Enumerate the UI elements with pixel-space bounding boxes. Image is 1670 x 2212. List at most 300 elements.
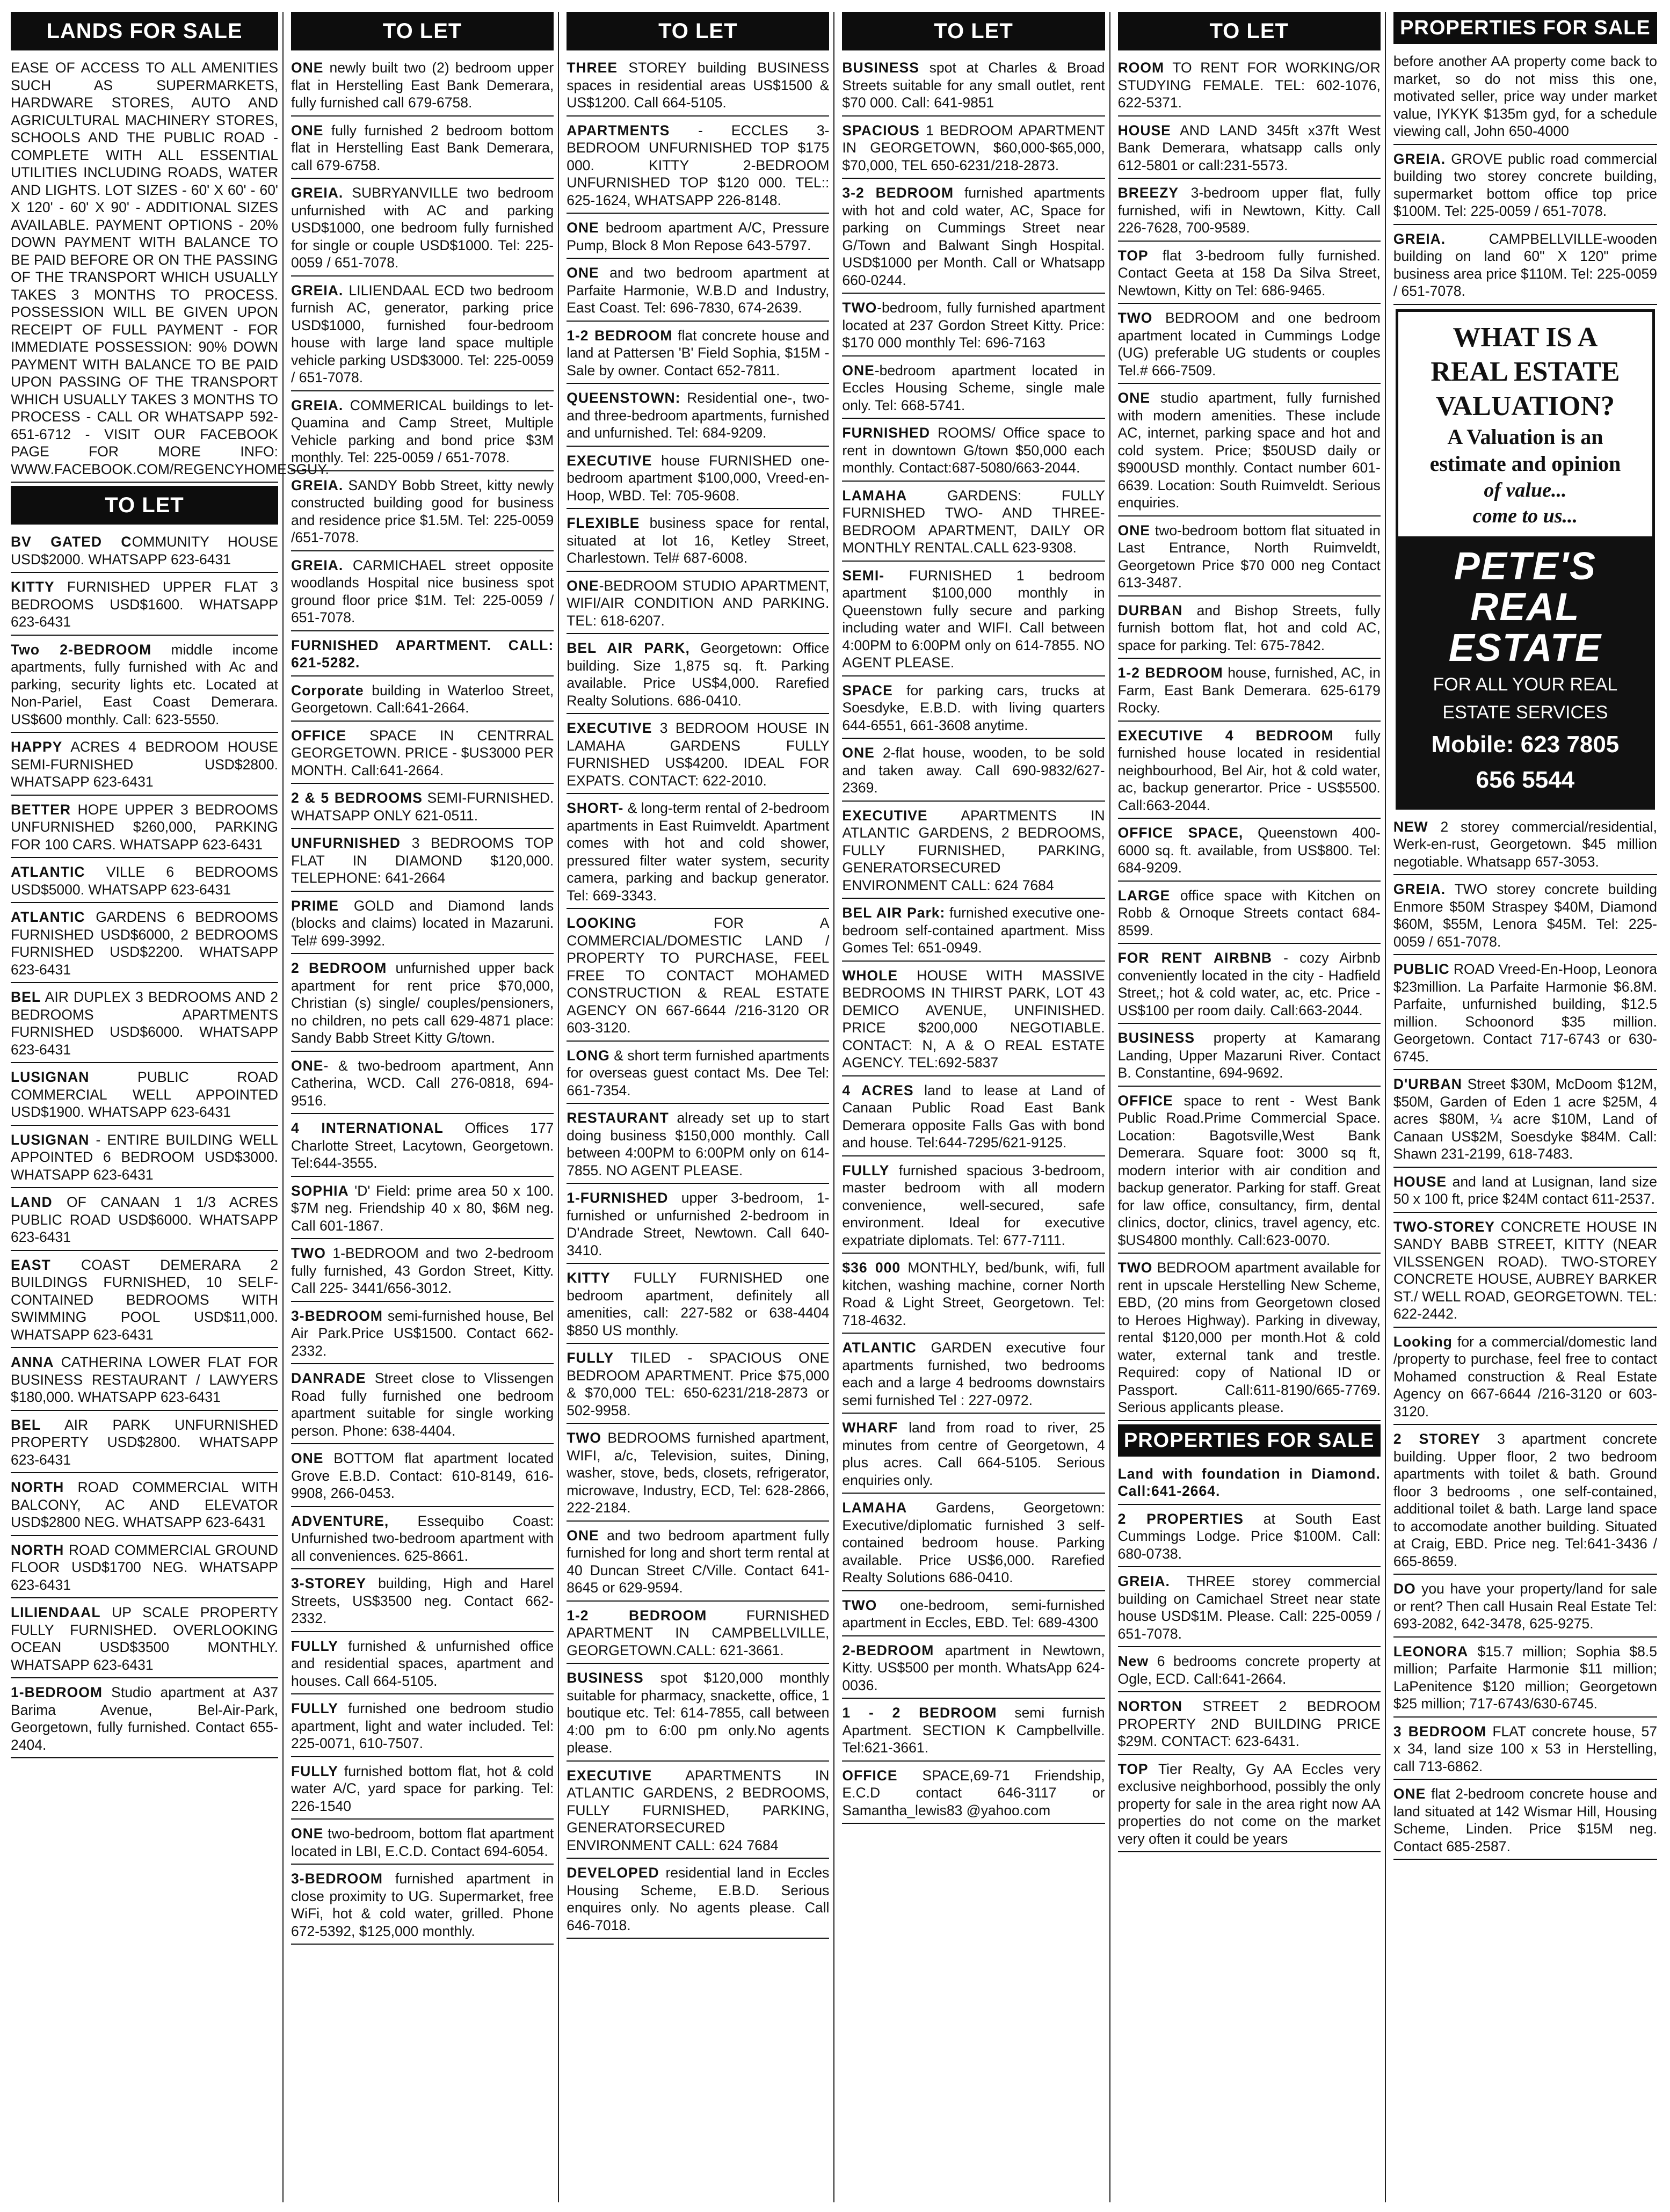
- classified-ad: [1393, 50, 1657, 145]
- classified-ad: [1118, 245, 1381, 304]
- classified-ad: [567, 797, 829, 909]
- classified-ad: [1118, 947, 1381, 1024]
- ad-body: FOR A COMMERCIAL/DOMESTIC LAND / PROPERTY TO PURCHASE, FEEL FREE TO CONTACT MOHAMED CONSTRUCTION & REAL ESTATE AGENCY ON 667-6644 /216-3120 OR 603-3120.: [567, 915, 830, 1036]
- classified-ad: [291, 1823, 554, 1865]
- ad-body: & short term furnished apartments for overseas guest contact Ms. Dee Tel: 661-7354.: [567, 1047, 830, 1098]
- ad-body: Queenstown 400-6000 sq. ft. available, from US$800. Tel: 684-9209.: [1117, 825, 1381, 876]
- ad-lead: OFFICE: [842, 1767, 898, 1784]
- classified-ad: [567, 450, 829, 510]
- ad-body: furnished apartment in close proximity to UG. Supermarket, free WiFi, hot & cold water, grilled. Phone 672-5392, $125,000 monthly.: [291, 1871, 554, 1939]
- classified-ad: [291, 1635, 554, 1695]
- section-header: PROPERTIES FOR SALE: [1118, 1424, 1381, 1457]
- classified-ad: [291, 1117, 554, 1177]
- ad-lead: DEVELOPED: [567, 1865, 659, 1881]
- classified-ad: [842, 902, 1105, 962]
- ad-lead: ONE: [291, 1450, 324, 1466]
- ad-lead: ONE: [567, 1527, 599, 1544]
- ad-lead: $36 000: [842, 1260, 901, 1276]
- ad-body: -BEDROOM STUDIO APARTMENT, WIFI/AIR CONDITION AND PARKING. TEL: 618-6207.: [567, 577, 830, 629]
- ad-body: upper 3-bedroom, 1-furnished or unfurnished 2-bedroom in D'Andrade Street, Newtown. Call 640-3410.: [567, 1190, 830, 1258]
- classified-ad: [567, 387, 829, 447]
- ad-lead: KITTY: [11, 579, 55, 595]
- classified-ad: [11, 531, 278, 573]
- classified-ad: [291, 57, 554, 117]
- ad-lead: LUSIGNAN: [11, 1069, 90, 1085]
- ad-body: fully furnished 2 bedroom bottom flat in Herstelling East Bank Demerara, call 679-6758.: [291, 122, 554, 173]
- ad-lead: FURNISHED: [842, 425, 930, 441]
- ad-lead: EXECUTIVE: [567, 1767, 652, 1784]
- ad-body: and two bedroom apartment at Parfaite Harmonie, W.B.D and Industry, East Coast. Tel: 696-7830, 674-2639.: [567, 265, 830, 316]
- ad-lead: EXECUTIVE: [567, 720, 652, 736]
- ad-lead: GREIA.: [1117, 1573, 1170, 1589]
- ad-body: FURNISHED 1 bedroom apartment $100,000 monthly in Queenstown fully secure and parking including water and WIFI. Call between 4:00PM to 6:00PM only on 614-7855. NO AGENT PLEASE.: [842, 567, 1105, 671]
- ad-body: SPACE,69-71 Friendship, E.C.D contact 646-3117 or Samantha_lewis83 @yahoo.com: [842, 1767, 1105, 1818]
- ad-lead: GREIA.: [291, 185, 344, 201]
- ad-list: [1393, 816, 1657, 1860]
- ad-lead: BETTER: [11, 801, 71, 818]
- classified-ad: [291, 1367, 554, 1444]
- ad-body: for parking cars, trucks at Soesdyke, E.B.D. with living quarters 644-6551, 661-3608 anytime.: [842, 682, 1105, 733]
- classified-ad: [567, 1765, 829, 1859]
- ad-body: AND LAND 345ft x37ft West Bank Demerara, whatsapp calls only 612-5801 or call:231-5573.: [1117, 122, 1381, 173]
- advert-heading: REAL ESTATE: [1431, 356, 1620, 387]
- ad-body: GOLD and Diamond lands (blocks and claims) located in Mazaruni. Tel# 699-3992.: [291, 897, 554, 949]
- ad-lead: GREIA.: [291, 397, 344, 413]
- ad-lead: TWO: [1117, 1260, 1153, 1276]
- ad-body: FURNISHED APARTMENT IN CAMPBELLVILLE, GEORGETOWN.CALL: 621-3661.: [567, 1607, 830, 1658]
- ad-lead: 1-BEDROOM: [11, 1684, 103, 1700]
- ad-body: ROOMS/ Office space to rent in downtown G/town $50,000 each monthly. Contact:687-5080/663-2044.: [842, 425, 1105, 476]
- ad-body: already set up to start doing business $150,000 monthly. Call between 4:00PM to 6:00PM only on 614-7855. NO AGENT PLEASE.: [567, 1110, 830, 1178]
- classified-ad: [11, 1682, 278, 1758]
- classified-ad: [842, 1640, 1105, 1699]
- classified-ad: [11, 736, 278, 796]
- ad-lead: BUSINESS: [1117, 1030, 1195, 1046]
- ad-lead: ATLANTIC: [11, 909, 85, 925]
- classified-ad: [291, 725, 554, 784]
- ad-body: 'D' Field: prime area 50 x 100. $7M neg. Friendship 40 x 80, $6M neg. Call 601-1867.: [291, 1182, 554, 1234]
- ad-body: furnished bottom flat, hot & cold water A/C, yard space for parking. Tel: 226-1540: [291, 1763, 554, 1814]
- ad-body: APARTMENTS IN ATLANTIC GARDENS, 2 BEDROOMS, FULLY FURNISHED, PARKING, GENERATORSECURED ENVIRONMENT CALL: 624 7684: [842, 807, 1105, 893]
- ad-lead: FULLY: [567, 1350, 614, 1366]
- classified-ad: [1118, 822, 1381, 882]
- classified-ad: [291, 120, 554, 179]
- ad-body: Gardens, Georgetown: Executive/diplomatic furnished 3 self-contained bedroom house. Parking available. Price US$6,000. Rarefied Realty Solutions 686-0410.: [842, 1500, 1105, 1585]
- ad-body: GARDEN executive four apartments furnished, two bedrooms each and a large 4 bedrooms downstairs semi furnished Tel : 227-0972.: [842, 1340, 1105, 1408]
- classified-ad: [1118, 57, 1381, 117]
- ad-body: ROAD Vreed-En-Hoop, Leonora $23million. La Parfaite Harmonie $6.8M. Parfaite, unfurnished building, $12.5 million. Schoonord $35 million. Georgetown. Contact 717-6743 or 630-6745.: [1393, 961, 1657, 1065]
- ad-body: flat 3-bedroom fully furnished. Contact Geeta at 158 Da Silva Street, Newtown, Kitty on Tel: 686-9465.: [1117, 247, 1381, 299]
- ad-lead: KITTY: [567, 1270, 611, 1286]
- classified-ad: [842, 1160, 1105, 1254]
- ad-body: Tier Realty, Gy AA Eccles very exclusive neighborhood, possibly the only property for sale in the area right now AA properties do not come on the market very often it could be years: [1117, 1760, 1381, 1847]
- classified-ad: [567, 912, 829, 1042]
- ad-lead: OFFICE SPACE,: [1117, 825, 1244, 841]
- ad-lead: LONG: [567, 1047, 610, 1064]
- classified-ad: [11, 1254, 278, 1349]
- ad-body: for a commercial/domestic land /property to purchase, feel free to contact Mohamed construction & Real Estate Agency on 667-6644 /216-3120 or 603-3120.: [1393, 1333, 1657, 1420]
- brand-name: PETE'S: [1454, 544, 1596, 588]
- ad-lead: BEL AIR Park:: [842, 905, 946, 921]
- classified-ad: [842, 1257, 1105, 1334]
- classified-ad: [1393, 1578, 1657, 1638]
- ad-body: property at Kamarang Landing, Upper Mazaruni River. Contact B. Constantine, 694-9692.: [1117, 1030, 1381, 1081]
- ad-body: furnished executive one-bedroom self-contained apartment. Miss Gomes Tel: 651-0949.: [842, 905, 1105, 956]
- classified-ad: [1393, 878, 1657, 955]
- classified-ad: [1393, 1641, 1657, 1718]
- classified-ad: [1393, 1783, 1657, 1860]
- ad-body: space to rent - West Bank Public Road.Prime Commercial Space. Location: Bagotsville,West Bank Demerara. Square foot: 3000 sq ft, modern interior with air condition and backup generator. Parking for staff. Great for law office, consultancy, firm, dental clinics, doctor, clinics, travel agency, etc. $US4800 monthly. Call:623-0070.: [1117, 1092, 1381, 1248]
- classified-ad: [11, 986, 278, 1063]
- classified-ad: [291, 555, 554, 631]
- ad-body: PUBLIC ROAD COMMERCIAL WELL APPOINTED USD$1900. WHATSAPP 623-6431: [11, 1069, 278, 1120]
- ad-body: AIR PARK UNFURNISHED PROPERTY USD$2800. WHATSAPP 623-6431: [11, 1416, 278, 1468]
- advert-heading: WHAT IS A: [1453, 322, 1598, 353]
- advert-subtext: estimate and opinion: [1429, 451, 1621, 476]
- ad-body: Studio apartment at A37 Barima Avenue, Bel-Air-Park, Georgetown, fully furnished. Contact 655-2404.: [11, 1684, 278, 1753]
- classified-ad: [1118, 662, 1381, 722]
- ad-lead: TWO-STOREY: [1393, 1218, 1495, 1235]
- ad-body: bedroom apartment A/C, Pressure Pump, Block 8 Mon Repose 643-5797.: [567, 220, 830, 253]
- ad-body: house FURNISHED one-bedroom apartment $100,000, Vreed-en-Hoop, WBD. Tel: 705-9608.: [567, 452, 830, 504]
- ad-lead: DANRADE: [291, 1370, 366, 1386]
- ad-list: [291, 57, 554, 1945]
- ad-body: fully furnished house located in residential neighbourhood, Bel Air, hot & cold water, ac, backup generartor. Price - US$5500. Call:663-2044.: [1117, 727, 1381, 813]
- ad-body: SPACE IN CENTRRAL GEORGETOWN. PRICE - $US3000 PER MONTH. Call:641-2664.: [291, 727, 554, 778]
- ad-body: THREE storey commercial building on Camichael Street near state house USD$1M. Please. Call: 225-0059 / 651-7078.: [1117, 1573, 1381, 1642]
- ad-lead: Two 2-BEDROOM: [11, 641, 152, 658]
- ad-body: HOPE UPPER 3 BEDROOMS UNFURNISHED $260,000, PARKING FOR 100 CARS. WHATSAPP 623-6431: [11, 801, 278, 853]
- ad-body: SEMI-FURNISHED. WHATSAPP ONLY 621-0511.: [291, 790, 554, 824]
- classified-ad: [842, 182, 1105, 294]
- ad-lead: 2-BEDROOM: [842, 1642, 934, 1658]
- classified-ad: [291, 1698, 554, 1757]
- classified-ad: [842, 1595, 1105, 1636]
- ad-lead: 2 STOREY: [1393, 1431, 1481, 1447]
- ad-body: 3 BEDROOM HOUSE IN LAMAHA GARDENS FULLY FURNISHED US$4200. IDEAL FOR EXPATS. CONTACT: 622-2010.: [567, 720, 830, 789]
- ad-body: flat 2-bedroom concrete house and land situated at 142 Wismar Hill, Housing Scheme, Linden. Price $15M neg. Contact 685-2587.: [1393, 1786, 1657, 1854]
- classified-ad: [11, 1476, 278, 1536]
- ad-body: AIR DUPLEX 3 BEDROOMS AND 2 BEDROOMS APARTMENTS FURNISHED USD$6000. WHATSAPP 623-6431: [11, 989, 278, 1058]
- classified-ad: [11, 639, 278, 733]
- ad-lead: NORTH: [11, 1541, 64, 1558]
- petes-real-estate-logo: [1398, 536, 1652, 807]
- ad-lead: NORTON: [1117, 1698, 1182, 1714]
- ad-body: MONTHLY, bed/bunk, wifi, full kitchen, washing machine, corner North Road & Light Street, Georgetown. Tel: 718-4632.: [842, 1260, 1105, 1328]
- classified-ad: [567, 1605, 829, 1664]
- classified-ad: [291, 1180, 554, 1240]
- ad-body: STOREY building BUSINESS spaces in residential areas US$1500 & US$1200. Call 664-5105.: [567, 60, 830, 111]
- ad-lead: SEMI-: [842, 567, 885, 584]
- ad-lead: ONE: [291, 122, 324, 139]
- classified-ad: [842, 680, 1105, 739]
- ad-lead: OFFICE: [291, 727, 347, 744]
- classified-ad: [11, 1539, 278, 1599]
- ad-lead: 3-2 BEDROOM: [842, 185, 954, 201]
- ad-body: LILIENDAAL ECD two bedroom furnish AC, generator, parking price USD$1000, furnished four-bedroom house with large land space multiple vehicle parking USD$3000. Tel: 225-0059 / 651-7078.: [291, 282, 554, 385]
- ad-lead: TWO: [567, 1430, 602, 1446]
- ad-lead: LOOKING: [567, 915, 637, 931]
- ad-lead: SPACE: [842, 682, 893, 698]
- ad-body: BEDROOM and one bedroom apartment located in Cummings Lodge (UG) preferable UG students or couples Tel.# 666-7509.: [1117, 310, 1381, 379]
- ad-body: semi furnish Apartment. SECTION K Campbellville. Tel:621-3661.: [842, 1705, 1105, 1756]
- ad-lead: ADVENTURE,: [291, 1512, 389, 1529]
- ad-body: furnished apartments with hot and cold water, AC, Space for parking on Cummings Street near G/Town and Balwant Singh Hospital. USD$1000 per Month. Call or Whatsapp 660-0244.: [842, 185, 1105, 288]
- classified-ad: [291, 182, 554, 276]
- ad-body: - & two-bedroom apartment, Ann Catherina, WCD. Call 276-0818, 694-9516.: [291, 1057, 554, 1109]
- ad-lead: HAPPY: [11, 739, 63, 755]
- ad-list: [11, 531, 278, 1758]
- ad-body: FURNISHED UPPER FLAT 3 BEDROOMS USD$1600. WHATSAPP 623-6431: [11, 579, 278, 630]
- ad-lead: UNFURNISHED: [291, 835, 401, 851]
- ad-lead: ONE: [291, 1825, 324, 1842]
- ad-body: building in Waterloo Street, Georgetown. Call:641-2664.: [291, 682, 554, 716]
- ad-lead: 2 & 5 BEDROOMS: [291, 790, 423, 806]
- ad-body: BEDROOMS furnished apartment, WIFI, a/c, Television, suites, Dining, washer, stove, beds, closets, refrigerator, microwave, Industry, ECD, Tel: 628-2866, 222-2184.: [567, 1430, 830, 1516]
- ad-list: [1118, 57, 1381, 1421]
- ad-lead: 4 ACRES: [842, 1082, 914, 1098]
- section-header: TO LET: [1118, 12, 1381, 50]
- ad-lead: FULLY: [842, 1162, 890, 1178]
- ad-lead: ATLANTIC: [11, 864, 85, 880]
- ad-body: newly built two (2) bedroom upper flat in Herstelling East Bank Demerara, fully furnished call 679-6758.: [291, 60, 554, 111]
- ad-lead: ANNA: [11, 1354, 54, 1370]
- ad-lead: ONE: [291, 60, 324, 76]
- classified-ad: [1393, 1331, 1657, 1425]
- classified-ad: [567, 262, 829, 322]
- ad-body: and two bedroom apartment fully furnished for long and short term rental at 40 Duncan Street C/Ville. Contact 641-8645 or 629-9594.: [567, 1527, 830, 1596]
- ad-lead: 3 BEDROOM: [1393, 1723, 1487, 1740]
- ad-lead: 1 - 2 BEDROOM: [842, 1705, 997, 1721]
- section-header: TO LET: [291, 12, 554, 50]
- ad-lead: OFFICE: [1117, 1092, 1173, 1109]
- ad-body: middle income apartments, fully furnished with Ac and parking, security lights etc. Located at Non-Pariel, East Coast Demerara. US$600 monthly. Call: 623-5550.: [11, 641, 278, 727]
- section-header: TO LET: [567, 12, 829, 50]
- ad-list: [567, 57, 829, 1939]
- classified-ad: [842, 1702, 1105, 1762]
- ad-body: and Bishop Streets, fully furnish bottom flat, hot and cold AC, space for parking. Tel: 675-7842.: [1117, 602, 1381, 653]
- classified-ad: [1393, 1721, 1657, 1780]
- ad-lead: ONE: [567, 220, 599, 236]
- ad-lead: ONE: [291, 1057, 324, 1074]
- classified-ad: [1393, 148, 1657, 225]
- ad-body: 3 apartment concrete building. Upper floor, 2 two bedroom apartments with toilet & bath. Ground floor 3 bedrooms , one self-contained, additional toilet & bath. Large land space to accomodate another building. Situated at Craig, EBD. Price neg. Tel:641-3436 / 665-8659.: [1393, 1431, 1657, 1569]
- ad-lead: BUSINESS: [842, 60, 919, 76]
- column-6: [1391, 12, 1661, 2202]
- classified-ad: [1118, 120, 1381, 179]
- classified-ad: [842, 422, 1105, 482]
- classified-ad: [842, 965, 1105, 1076]
- classified-ad: [291, 1760, 554, 1820]
- ad-body: furnished one bedroom studio apartment, light and water included. Tel: 225-0071, 610-7507.: [291, 1700, 554, 1751]
- ad-body: BOTTOM flat apartment located Grove E.B.D. Contact: 610-8149, 616-9908, 266-0453.: [291, 1450, 554, 1501]
- ad-body: Street $30M, McDoom $12M, $50M, Garden of Eden 1 acre $25M, 4 acres $80M, ¼ acre $10M, Land of Canaan US$2M, Soesdyke $84M. Call: Shawn 231-2199, 618-7483.: [1393, 1076, 1657, 1162]
- ad-lead: THREE: [567, 60, 618, 76]
- ad-lead: 1-2 BEDROOM: [1117, 665, 1223, 681]
- classified-ad: [291, 1868, 554, 1945]
- ad-lead: GREIA.: [291, 477, 344, 493]
- classified-ad: [291, 1305, 554, 1365]
- ad-lead: FLEXIBLE: [567, 515, 640, 531]
- classified-ad: [1118, 1508, 1381, 1568]
- classified-ad: [1393, 1073, 1657, 1168]
- classified-ad: [1118, 885, 1381, 944]
- advert-subtext: A Valuation is an: [1447, 424, 1603, 449]
- ad-body: 3-bedroom upper flat, fully furnished, wifi in Newtown, Kitty. Call 226-7628, 700-9589.: [1117, 185, 1381, 236]
- ad-body: TWO storey concrete building Enmore $50M Straspey $40M, Diamond $60M, $55M, Lenora $45M. Tel: 225-0059 / 651-7078.: [1393, 881, 1657, 950]
- classified-ad: [842, 120, 1105, 179]
- classified-ad: [291, 280, 554, 391]
- classified-ad: [1118, 1463, 1381, 1505]
- ad-list: [1393, 50, 1657, 305]
- classified-ad: [291, 1242, 554, 1302]
- classified-ad: [567, 1525, 829, 1602]
- classified-ad: [842, 742, 1105, 802]
- ad-lead: EXECUTIVE 4 BEDROOM: [1117, 727, 1334, 744]
- classified-ad: [11, 906, 278, 983]
- phone-number: 656 5544: [1476, 766, 1575, 793]
- classified-ad: [1118, 307, 1381, 384]
- ad-body: building, High and Harel Streets, US$3500 neg. Contact 662-2332.: [291, 1575, 554, 1626]
- ad-lead: 3-STOREY: [291, 1575, 367, 1591]
- ad-body: Offices 177 Charlotte Street, Lacytown, Georgetown. Tel:644-3555.: [291, 1120, 554, 1171]
- classified-ad: [567, 1107, 829, 1184]
- ad-lead: FULLY: [291, 1700, 338, 1716]
- classified-ad: [567, 120, 829, 214]
- classified-ad: [1118, 600, 1381, 659]
- ad-body: BEDROOM apartment available for rent in upscale Herstelling New Scheme, EBD, (20 mins from Georgetown closed to Heroes Highway). Parking in diveway, rental $120,000 per month.Hot & cold water, external tank and trestle. Required: copy of National ID or Passport. Call:611-8190/665-7769. Serious applicants please.: [1117, 1260, 1381, 1415]
- advert-heading: VALUATION?: [1435, 390, 1615, 421]
- classified-ad: [1118, 1090, 1381, 1254]
- ad-lead: HOUSE: [1117, 122, 1171, 139]
- ad-body: GARDENS 6 BEDROOMS FURNISHED USD$6000, 2 BEDROOMS FURNISHED USD$2200. WHATSAPP 623-6431: [11, 909, 278, 978]
- ad-lead: LAMAHA: [842, 487, 907, 504]
- classified-ad: [842, 1497, 1105, 1591]
- ad-body: before another AA property come back to market, so do not miss this one, motivated seller, price way under market value, IYKYK $135m gyd, for a schedule viewing call, John 650-4000: [1393, 53, 1657, 139]
- section-header: PROPERTIES FOR SALE: [1393, 12, 1657, 44]
- classified-ad: [11, 799, 278, 858]
- column-4: [840, 12, 1110, 2202]
- classified-ad: [842, 485, 1105, 562]
- classified-ad: [291, 1510, 554, 1570]
- ad-body: land to lease at Land of Canaan Public Road East Bank Demerara opposite Falls Gas with bond and house. Tel:644-7295/621-9125.: [842, 1082, 1105, 1151]
- ad-lead: 2 PROPERTIES: [1117, 1510, 1244, 1527]
- ad-body: OF CANAAN 1 1/3 ACRES PUBLIC ROAD USD$6000. WHATSAPP 623-6431: [11, 1194, 278, 1245]
- ad-lead: BEL: [11, 989, 41, 1005]
- ad-body: spot $120,000 monthly suitable for pharmacy, snackette, office, 1 boutique etc. Tel: 614-7855, call between 4:00 pm to 6:00 pm only.No agents please.: [567, 1670, 830, 1756]
- classified-ad: [291, 680, 554, 722]
- ad-lead: GREIA.: [291, 557, 344, 573]
- ad-body: EASE OF ACCESS TO ALL AMENITIES SUCH AS SUPERMARKETS, HARDWARE STORES, AUTO AND AGRICULTURAL MACHINERY STORES, SCHOOLS AND THE PUBLIC ROAD - COMPLETE WITH ALL ESSENTIAL UTILITIES INCLUDING ROADS, WATER AND LIGHTS. LOT SIZES - 60' X 60' - 60' X 120' - 60' X 90' - ADDITIONAL SIZES AVAILABLE. PAYMENT OPTIONS - 20% DOWN PAYMENT WITH BALANCE TO BE PAID BEFORE OR ON THE PASSING OF THE TRANSPORT WHICH USUALLY TAKES 3 MONTHS TO PROCESS. POSSESSION WILL BE GIVEN UPON RECEIPT OF FULL PAYMENT - FOR IMMEDIATE POSSESSION: 90% DOWN PAYMENT WITH BALANCE TO BE PAID UPON PASSING OF THE TRANSPORT WHICH USUALLY TAKES 3 MONTHS TO PROCESS - CALL OR WHATSAPP 592-651-6712 - VISIT OUR FACEBOOK PAGE FOR MORE INFO: WWW.FACEBOOK.COM/REGENCYHOMESGUY.: [11, 60, 329, 477]
- ad-lead: BUSINESS: [567, 1670, 644, 1686]
- ad-lead: LUSIGNAN: [11, 1131, 90, 1148]
- classified-ad: [1118, 1027, 1381, 1087]
- ad-body: two-bedroom bottom flat situated in Last Entrance, North Ruimveldt, Georgetown Price $70 000 neg Contact 613-3487.: [1117, 522, 1381, 591]
- ad-lead: EXECUTIVE: [567, 452, 652, 469]
- ad-body: SUBRYANVILLE two bedroom unfurnished with AC and parking USD$1000, one bedroom fully furnished for single or couple USD$1000. Tel: 225-0059 / 651-7078.: [291, 185, 554, 271]
- ad-lead: BEL: [11, 1416, 41, 1433]
- classified-ad: [567, 1427, 829, 1522]
- ad-body: and land at Lusignan, land size 50 x 100 ft, price $24M contact 611-2537.: [1393, 1173, 1657, 1207]
- classified-ad: [842, 1765, 1105, 1824]
- ad-lead: EXECUTIVE: [842, 807, 928, 824]
- ad-lead: Looking: [1393, 1333, 1453, 1350]
- ad-lead: 1-2 BEDROOM: [567, 1607, 707, 1624]
- ad-body: CATHERINA LOWER FLAT FOR BUSINESS RESTAURANT / LAWYERS $180,000. WHATSAPP 623-6431: [11, 1354, 278, 1405]
- classified-ad: [1393, 1171, 1657, 1213]
- ad-lead: SPACIOUS: [842, 122, 920, 139]
- classified-ad: [842, 360, 1105, 419]
- ad-lead: ONE: [1393, 1786, 1426, 1802]
- classified-ad: [291, 635, 554, 676]
- classified-ad: [1393, 1428, 1657, 1575]
- ad-body: furnished spacious 3-bedroom, master bedroom with all modern convenience, well-secured, safe environment. Ideal for executive expatriate diplomats. Tel: 677-7111.: [842, 1162, 1105, 1248]
- classified-ad: [11, 861, 278, 903]
- classified-ad: [567, 1267, 829, 1344]
- classified-ad: [291, 1573, 554, 1632]
- ad-lead: WHARF: [842, 1420, 898, 1436]
- ad-lead: EAST: [11, 1256, 51, 1273]
- column-5: [1116, 12, 1386, 2202]
- ad-body: - cozy Airbnb conveniently located in the city - Hadfield Street,; hot & cold water, ac, etc. Price - US$100 per room daily. Call:663-2044.: [1117, 950, 1381, 1018]
- ad-body: ROAD COMMERCIAL WITH BALCONY, AC AND ELEVATOR USD$2800 NEG. WHATSAPP 623-6431: [11, 1479, 278, 1530]
- ad-lead: GREIA.: [1393, 150, 1446, 167]
- ad-lead: LAMAHA: [842, 1500, 907, 1516]
- ad-body: unfurnished upper back apartment for rent price $70,000, Christian (s) single/ couples/pensioners, no children, no pets call 629-4871 place: Sandy Babb Street Kitty G/town.: [291, 960, 554, 1046]
- ad-body: GARDENS: FULLY FURNISHED TWO- AND THREE-BEDROOM APARTMENT, DAILY OR MONTHLY RENTAL.CALL 623-9308.: [842, 487, 1105, 556]
- ad-body: -bedroom apartment located in Eccles Housing Scheme, single male only. Tel: 668-5741.: [842, 362, 1105, 413]
- classified-ad: [567, 637, 829, 714]
- ad-body: OMMUNITY HOUSE USD$2000. WHATSAPP 623-6431: [11, 534, 278, 567]
- ad-lead: TOP: [1117, 1760, 1149, 1777]
- ad-lead: 3-BEDROOM: [291, 1307, 383, 1324]
- classified-ad: [1393, 816, 1657, 876]
- ad-lead: 1-FURNISHED: [567, 1190, 669, 1206]
- ad-body: furnished & unfurnished office and residential spaces, apartment and houses. Call 664-5105.: [291, 1638, 554, 1689]
- ad-lead: BREEZY: [1117, 185, 1179, 201]
- ad-lead: RESTAURANT: [567, 1110, 669, 1126]
- ad-body: Street close to Vlissengen Road fully furnished one bedroom apartment suitable for single working person. Phone: 638-4404.: [291, 1370, 554, 1439]
- ad-body: ACRES 4 BEDROOM HOUSE SEMI-FURNISHED USD$2800. WHATSAPP 623-6431: [11, 739, 278, 790]
- ad-lead: LARGE: [1117, 887, 1171, 904]
- classified-ad: [11, 1066, 278, 1126]
- classified-ad: [11, 1351, 278, 1411]
- ad-lead: ONE: [842, 745, 875, 761]
- ad-body: two-bedroom, bottom flat apartment located in LBI, E.C.D. Contact 694-6054.: [291, 1825, 554, 1859]
- classified-ad: [567, 57, 829, 117]
- ad-body: Residential one-, two- and three-bedroom apartments, furnished and unfurnished. Tel: 684-9209.: [567, 390, 830, 441]
- ad-lead: 1-2 BEDROOM: [567, 327, 673, 344]
- ad-lead: QUEENSTOWN:: [567, 390, 681, 406]
- classified-ad: [1118, 1696, 1381, 1755]
- column-2: [289, 12, 559, 2202]
- ad-lead: Land with foundation in Diamond. Call:641-2664.: [1117, 1465, 1381, 1499]
- ad-lead: FULLY: [291, 1638, 338, 1654]
- classified-ad: [567, 1045, 829, 1104]
- ad-lead: SHORT-: [567, 800, 624, 816]
- classified-ad: [842, 805, 1105, 899]
- classified-ad: [842, 57, 1105, 117]
- section-header: LANDS FOR SALE: [11, 12, 278, 50]
- advert-subtext: of value...: [1484, 478, 1567, 501]
- ad-body: VILLE 6 BEDROOMS USD$5000. WHATSAPP 623-6431: [11, 864, 278, 898]
- ad-body: 6 bedrooms concrete property at Ogle, ECD. Call:641-2664.: [1117, 1653, 1381, 1687]
- classified-ad: [567, 1347, 829, 1424]
- ad-lead: DO: [1393, 1581, 1416, 1597]
- ad-lead: ATLANTIC: [842, 1340, 917, 1356]
- classified-ad: [1393, 228, 1657, 305]
- classified-ad: [842, 1417, 1105, 1494]
